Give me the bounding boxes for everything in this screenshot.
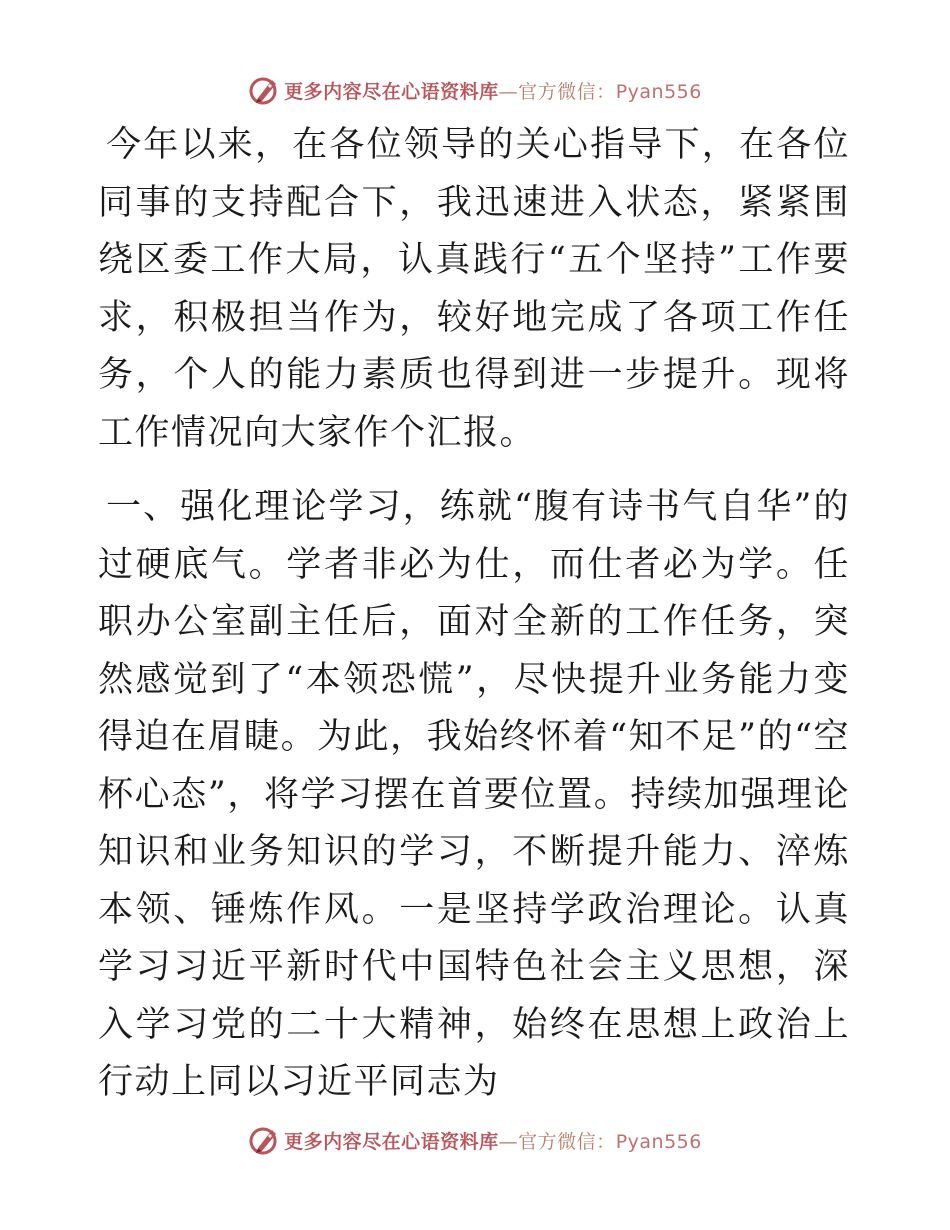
watermark-separator: —: [498, 80, 519, 103]
pen-nib-circle-logo-icon: [248, 1124, 280, 1156]
watermark-text: [284, 77, 702, 104]
paragraph-section-one: 一、强化理论学习，练就“腹有诗书气自华”的过硬底气。学者非必为仕，而仕者必为学。任职办公室副主任后，面对全新的工作任务，突然感觉到了“本领恐慌”，尽快提升业务能力变得迫在眉睫。为此，我始终怀着“知不足”的“空杯心态”，将学习摆在首要位置。持续加强理论知识和业务知识的学习，不断提升能力、淬炼本领、锤炼作风。一是坚持学政治理论。认真学习习近平新时代中国特色社会主义思想，深入学习党的二十大精神，始终在思想上政治上行动上同以习近平同志为: [98, 487, 850, 1102]
watermark-wechat-label: 官方微信：: [518, 1130, 616, 1153]
paragraph-intro: 今年以来，在各位领导的关心指导下，在各位同事的支持配合下，我迅速进入状态，紧紧围绕区委工作大局，认真践行“五个坚持”工作要求，积极担当作为，较好地完成了各项工作任务，个人的能力素质也得到进一步提升。现将工作情况向大家作个汇报。: [98, 125, 850, 453]
watermark-site: 更多内容尽在心语资料库: [284, 80, 499, 103]
watermark-wechat-id: Pyan556: [615, 80, 702, 103]
footer-watermark: [0, 1120, 950, 1160]
pen-nib-circle-logo-icon: [248, 74, 280, 106]
watermark-wechat-id: Pyan556: [615, 1130, 702, 1153]
watermark-site: 更多内容尽在心语资料库: [284, 1130, 499, 1153]
document-body: [98, 117, 850, 1112]
watermark-separator: —: [498, 1130, 519, 1153]
header-watermark: [0, 70, 950, 110]
watermark-text: [284, 1127, 702, 1154]
watermark-wechat-label: 官方微信：: [518, 80, 616, 103]
